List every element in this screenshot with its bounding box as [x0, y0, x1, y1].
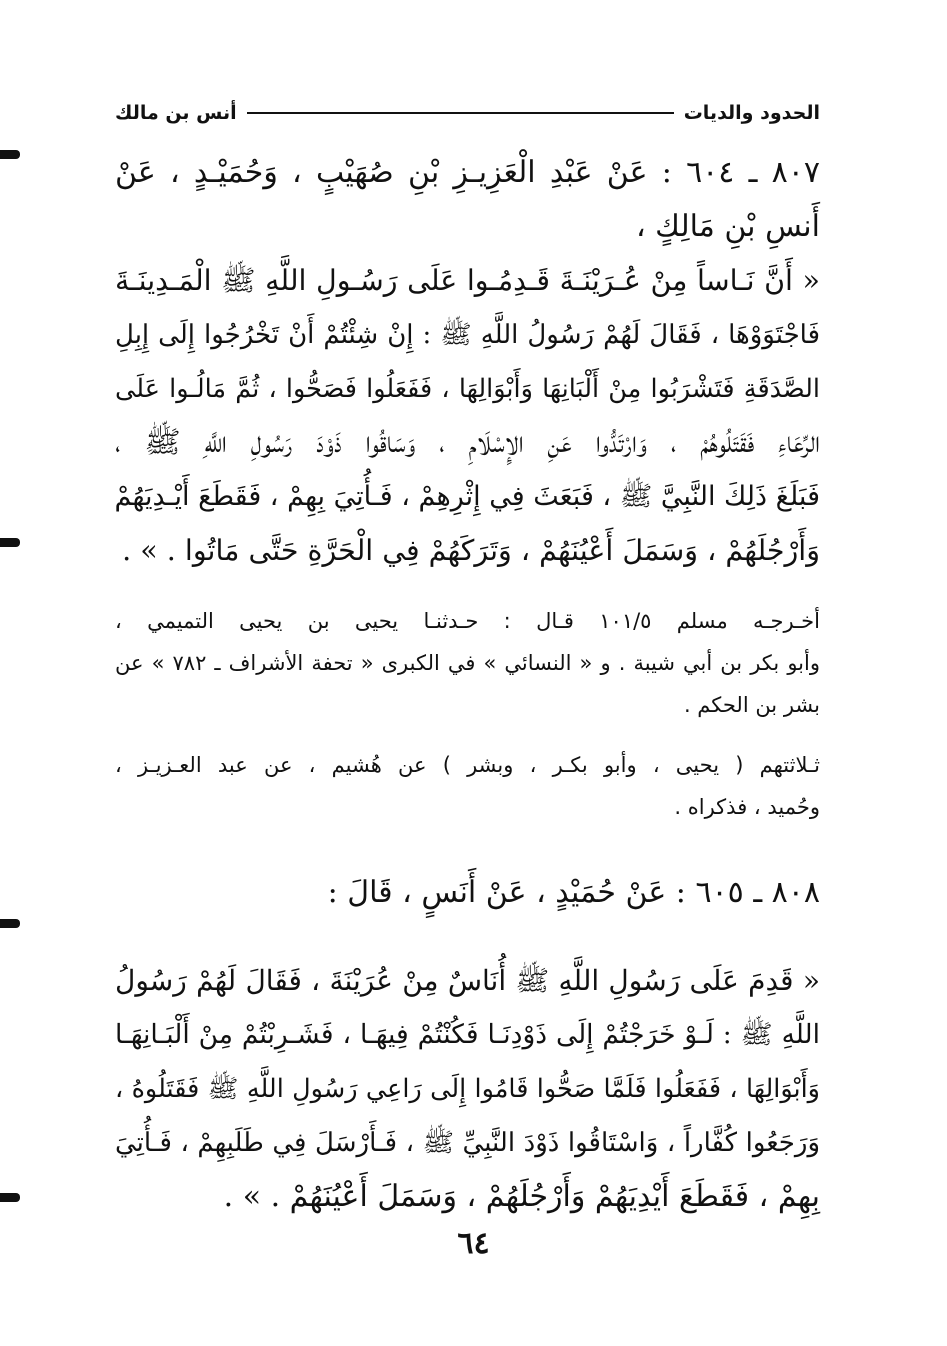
takhrij-807-paragraph-1	[115, 600, 820, 726]
scan-margin-mark	[0, 919, 20, 928]
header-narrator-name: أنس بن مالك	[115, 102, 237, 124]
hadith-807-line: الصَّدَقَةِ فَتَشْرَبُوا مِنْ أَلْبَانِهَا وَأَبْوَالِهَا ، فَفَعَلُوا فَصَحُّوا ، ثُمَّ مَالُـوا عَلَى	[115, 374, 820, 404]
hadith-807-line: أَنسِ بْنِ مَالِكٍ ،	[635, 209, 820, 244]
hadith-807-line: ٨٠٧ ـ ٦٠٤ : عَنْ عَبْدِ الْعَزِيـزِ بْنِ صُهَيْبٍ ، وَحُمَيْـدٍ ، عَنْ	[115, 155, 820, 190]
hadith-808-line: وَأَبْوَالِهَا ، فَفَعَلُوا فَلَمَّا صَحُّوا قَامُوا إِلَى رَاعِي رَسُولِ اللَّهِ ﷺ فَقَتَلُوهُ ،	[115, 1074, 820, 1104]
hadith-807-line: « أَنَّ نَـاساً مِنْ عُـرَيْنَـةَ قَـدِمُـوا عَلَى رَسُـولِ اللَّهِ ﷺ الْمَـدِينَـةَ	[115, 264, 820, 297]
hadith-808-heading-text: ٨٠٨ ـ ٦٠٥ : عَنْ حُمَيْدٍ ، عَنْ أَنَسٍ ، قَالَ :	[327, 875, 820, 910]
hadith-807-line: فَاجْتَوَوْهَا ، فَقَالَ لَهُمْ رَسُولُ اللَّهِ ﷺ : إِنْ شِئْتُمْ أَنْ تَخْرُجُوا إِلَى إِبِلِ	[115, 320, 820, 350]
hadith-808-line: بِهِمْ ، فَقَطَعَ أَيْدِيَهُمْ وَأَرْجُلَهُمْ ، وَسَمَلَ أَعْيُنَهُمْ . » .	[223, 1179, 820, 1214]
takhrij-line: بشر بن الحكم .	[683, 693, 820, 717]
hadith-807-line: الرِّعَاءِ فَقَتَلُوهُمْ ، وَارْتَدُّوا عَنِ الإِسْلَامِ ، وَسَاقُوا ذَوْدَ رَسُولِ اللَّهِ ﷺ ،	[115, 425, 820, 460]
hadith-807-line: فَبَلَغَ ذَلِكَ النَّبِيَّ ﷺ ، فَبَعَثَ فِي إِثْرِهِمْ ، فَـأُتِيَ بِهِمْ ، فَقَطَعَ أَيْـدِيَهُمْ	[114, 481, 820, 512]
running-header	[115, 96, 820, 130]
header-chapter-title: الحدود والديات	[683, 102, 820, 124]
takhrij-line: وحُميد ، فذكراه .	[674, 795, 820, 819]
hadith-808-line: وَرَجَعُوا كُفَّاراً ، وَاسْتَاقُوا ذَوْدَ النَّبِيِّ ﷺ ، فَـأَرْسَلَ فِي طَلَبِهِمْ ، فَـأُتِيَ	[115, 1128, 820, 1158]
scan-margin-mark	[0, 538, 20, 547]
hadith-808-line: اللَّهِ ﷺ : لَـوْ خَرَجْتُمْ إِلَى ذَوْدِنَـا فَكُنْتُمْ فِيهَـا ، فَشَـرِبْتُمْ مِنْ أَلْبَـانِهَـا	[115, 1019, 820, 1050]
hadith-808-heading	[115, 866, 830, 920]
takhrij-line: وأبو بكر بن أبي شيبة . و « النسائي » في الكبرى « تحفة الأشراف ـ ٧٨٢ » عن	[115, 651, 820, 675]
header-rule	[247, 112, 674, 114]
hadith-807-line: وَأَرْجُلَهُمْ ، وَسَمَلَ أَعْيُنَهُمْ ، وَتَرَكَهُمْ فِي الْحَرَّةِ حَتَّى مَاتُوا . » .	[122, 534, 820, 567]
scan-margin-mark	[0, 1193, 20, 1202]
takhrij-line: ثـلاثتهم ( يحيى ، وأبو بكـر ، وبشر ) عن هُشيم ، عن عبد العـزيـز ،	[115, 753, 820, 777]
hadith-807-text	[115, 146, 820, 578]
hadith-808-line: « قَدِمَ عَلَى رَسُولِ اللَّهِ ﷺ أُنَاسٌ مِنْ عُرَيْنَةَ ، فَقَالَ لَهُمْ رَسُولُ	[115, 964, 820, 997]
scan-margin-mark	[0, 150, 20, 159]
takhrij-807-paragraph-2	[115, 744, 820, 828]
takhrij-line: أخـرجـه مسلم ١٠١/٥ قـال : حـدثنـا يحيى بن يحيى التميمي ،	[115, 609, 820, 633]
page-number: ٦٤	[457, 1226, 490, 1261]
hadith-808-text	[115, 954, 820, 1224]
